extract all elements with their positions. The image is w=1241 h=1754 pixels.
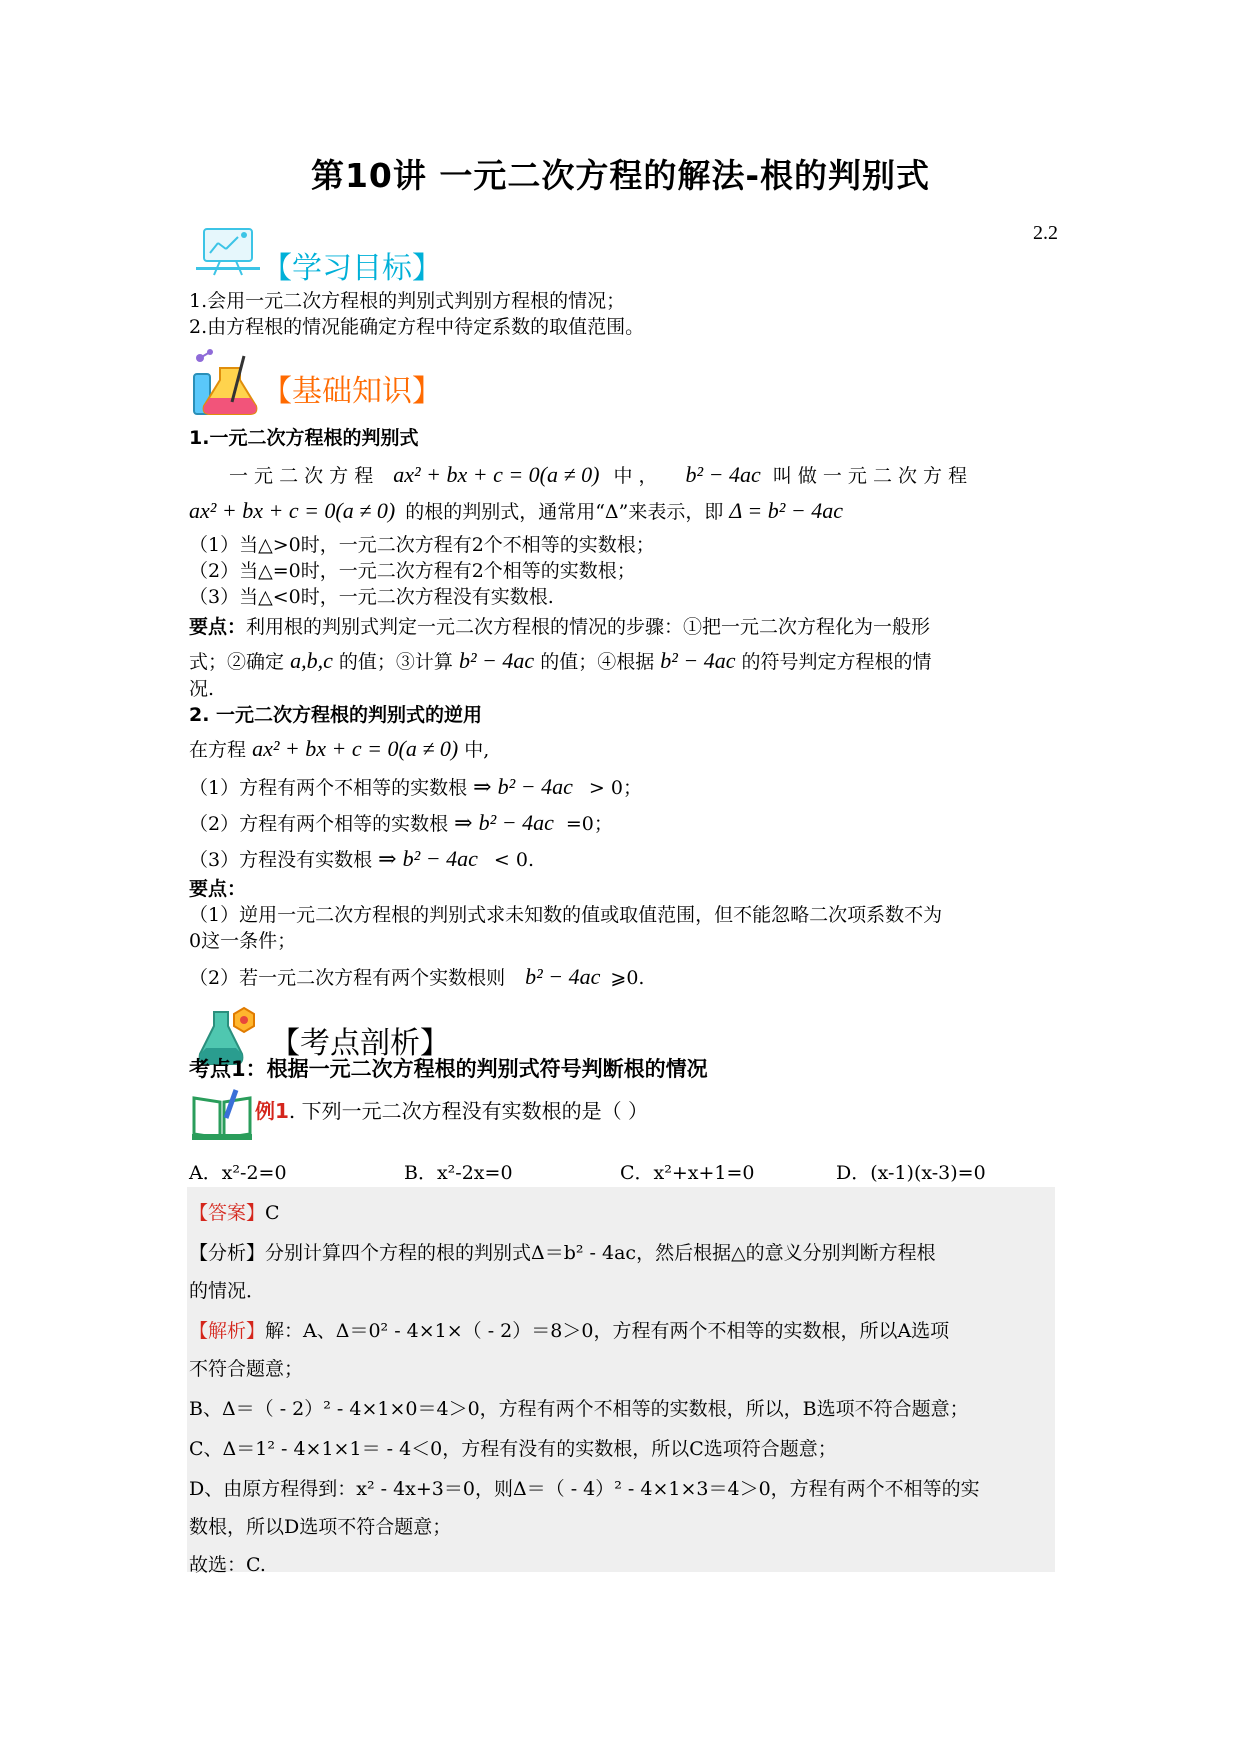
text-run: 中 ， — [613, 465, 658, 487]
paragraph-line — [189, 462, 1059, 489]
example-label: 例1 — [255, 1099, 289, 1123]
text-run: （3）方程没有实数根 — [189, 849, 373, 871]
teaching-board-icon — [196, 225, 260, 277]
solution-line: B、Δ＝（ - 2）² - 4×1×0＝4＞0，方程有两个不相等的实数根，所以，B选项不符合题意； — [189, 1398, 969, 1420]
implies-arrow: ⇒ — [473, 775, 492, 800]
equation: ax² + bx + c = 0(a ≠ 0) — [393, 462, 600, 487]
text-run: （1）方程有两个不相等的实数根 — [189, 777, 468, 799]
key-point-label: 要点： — [189, 878, 247, 900]
flask-icon — [190, 346, 262, 418]
goals-heading: 【学习目标】 — [262, 251, 442, 286]
goal-item: 2.由方程根的情况能确定方程中待定系数的取值范围。 — [189, 316, 645, 338]
text-run: =0； — [565, 813, 613, 835]
text-run: ⩾0. — [610, 967, 645, 989]
option-d: D．(x-1)(x-3)=0 — [836, 1162, 986, 1184]
equation: b² − 4ac — [458, 648, 535, 673]
equation: b² − 4ac — [525, 964, 601, 989]
subsection-title: 2. 一元二次方程根的判别式的逆用 — [189, 704, 483, 726]
text-run: 一 元 二 次 方 程 — [229, 465, 374, 487]
implies-arrow: ⇒ — [378, 847, 397, 872]
solution-label: 【解析】 — [189, 1320, 266, 1342]
implies-arrow: ⇒ — [454, 811, 473, 836]
option-b: B．x²-2x=0 — [404, 1162, 513, 1184]
option-c: C．x²+x+1=0 — [620, 1162, 755, 1184]
text-run: 叫 做 一 元 二 次 方 程 — [772, 465, 968, 487]
key-point-line — [189, 648, 1059, 675]
text-run: （2）若一元二次方程有两个实数根则 — [189, 967, 506, 989]
answer-label: 【答案】 — [189, 1202, 266, 1224]
page-title: 第10讲 一元二次方程的解法-根的判别式 — [310, 156, 931, 195]
case-item: （2）当△=0时，一元二次方程有2个相等的实数根； — [189, 560, 636, 582]
text-run: 在方程 — [189, 739, 247, 761]
key-point-line — [189, 964, 1059, 991]
text-run: > 0； — [588, 777, 642, 799]
paragraph-line — [189, 498, 1059, 525]
text-run: 的值；③计算 — [338, 651, 453, 673]
basics-heading: 【基础知识】 — [262, 374, 442, 409]
key-point-line: 0这一条件； — [189, 930, 297, 952]
equation: b² − 4ac — [402, 846, 478, 871]
solution-line: D、由原方程得到：x² - 4x+3＝0，则Δ＝（ - 4）² - 4×1×3＝4＞0，方程有两个不相等的实 — [189, 1478, 980, 1500]
text-run: （2）方程有两个相等的实数根 — [189, 813, 449, 835]
key-point-line — [189, 614, 1059, 640]
text-run: 分别计算四个方程的根的判别式Δ＝b² - 4ac，然后根据△的意义分别判断方程根 — [265, 1242, 936, 1264]
solution-line: C、Δ＝1² - 4×1×1＝ - 4＜0，方程有没有的实数根，所以C选项符合题意； — [189, 1438, 837, 1460]
answer-value: C — [265, 1202, 280, 1224]
text-run: 的值；④根据 — [540, 651, 655, 673]
paragraph-line — [189, 736, 1059, 763]
answer-line — [189, 1200, 1059, 1226]
analysis-label: 【分析】 — [189, 1242, 266, 1264]
solution-line: 数根，所以D选项不符合题意； — [189, 1516, 452, 1538]
subsection-title: 1.一元二次方程根的判别式 — [189, 427, 419, 449]
example-question — [189, 1098, 1059, 1125]
point-title: 考点1：根据一元二次方程根的判别式符号判断根的情况 — [189, 1057, 708, 1081]
key-point-label: 要点： — [189, 616, 247, 638]
text-run: . 下列一元二次方程没有实数根的是（ ） — [288, 1099, 648, 1123]
text-run: 中, — [464, 739, 490, 761]
inverse-item — [189, 846, 1059, 873]
analysis-heading: 【考点剖析】 — [270, 1026, 450, 1061]
version-number: 2.2 — [1033, 222, 1058, 244]
analysis-line: 的情况． — [189, 1280, 266, 1302]
text-run: 的根的判别式，通常用“Δ”来表示，即 — [405, 501, 724, 523]
equation: b² − 4ac — [478, 810, 554, 835]
text-run: 的符号判定方程根的情 — [741, 651, 932, 673]
solution-line: 故选：C. — [189, 1554, 266, 1576]
text-run: < 0. — [493, 849, 534, 871]
equation: b² − 4ac — [497, 774, 573, 799]
analysis-line — [189, 1240, 1059, 1266]
text-run: 式；②确定 — [189, 651, 285, 673]
equation: Δ = b² − 4ac — [729, 498, 843, 523]
equation: b² − 4ac — [660, 648, 736, 673]
option-a: A．x²-2=0 — [189, 1162, 287, 1184]
key-point-line: （1）逆用一元二次方程根的判别式求未知数的值或取值范围，但不能忽略二次项系数不为 — [189, 904, 943, 926]
equation: ax² + bx + c = 0(a ≠ 0) — [189, 498, 396, 523]
key-point-line: 况. — [189, 678, 215, 700]
equation: ax² + bx + c = 0(a ≠ 0) — [252, 736, 459, 761]
inverse-item — [189, 810, 1059, 837]
case-item: （3）当△<0时，一元二次方程没有实数根. — [189, 586, 554, 608]
case-item: （1）当△>0时，一元二次方程有2个不相等的实数根； — [189, 534, 655, 556]
inverse-item — [189, 774, 1059, 801]
text-run: 解：A、Δ＝0² - 4×1×（ - 2）＝8＞0，方程有两个不相等的实数根，所以A选项 — [265, 1320, 950, 1342]
text-run: 利用根的判别式判定一元二次方程根的情况的步骤：①把一元二次方程化为一般形 — [246, 616, 931, 638]
solution-line — [189, 1318, 1059, 1344]
goal-item: 1.会用一元二次方程根的判别式判别方程根的情况； — [189, 290, 626, 312]
solution-line: 不符合题意； — [189, 1358, 304, 1380]
equation: b² − 4ac — [685, 462, 761, 487]
equation: a,b,c — [290, 648, 333, 673]
